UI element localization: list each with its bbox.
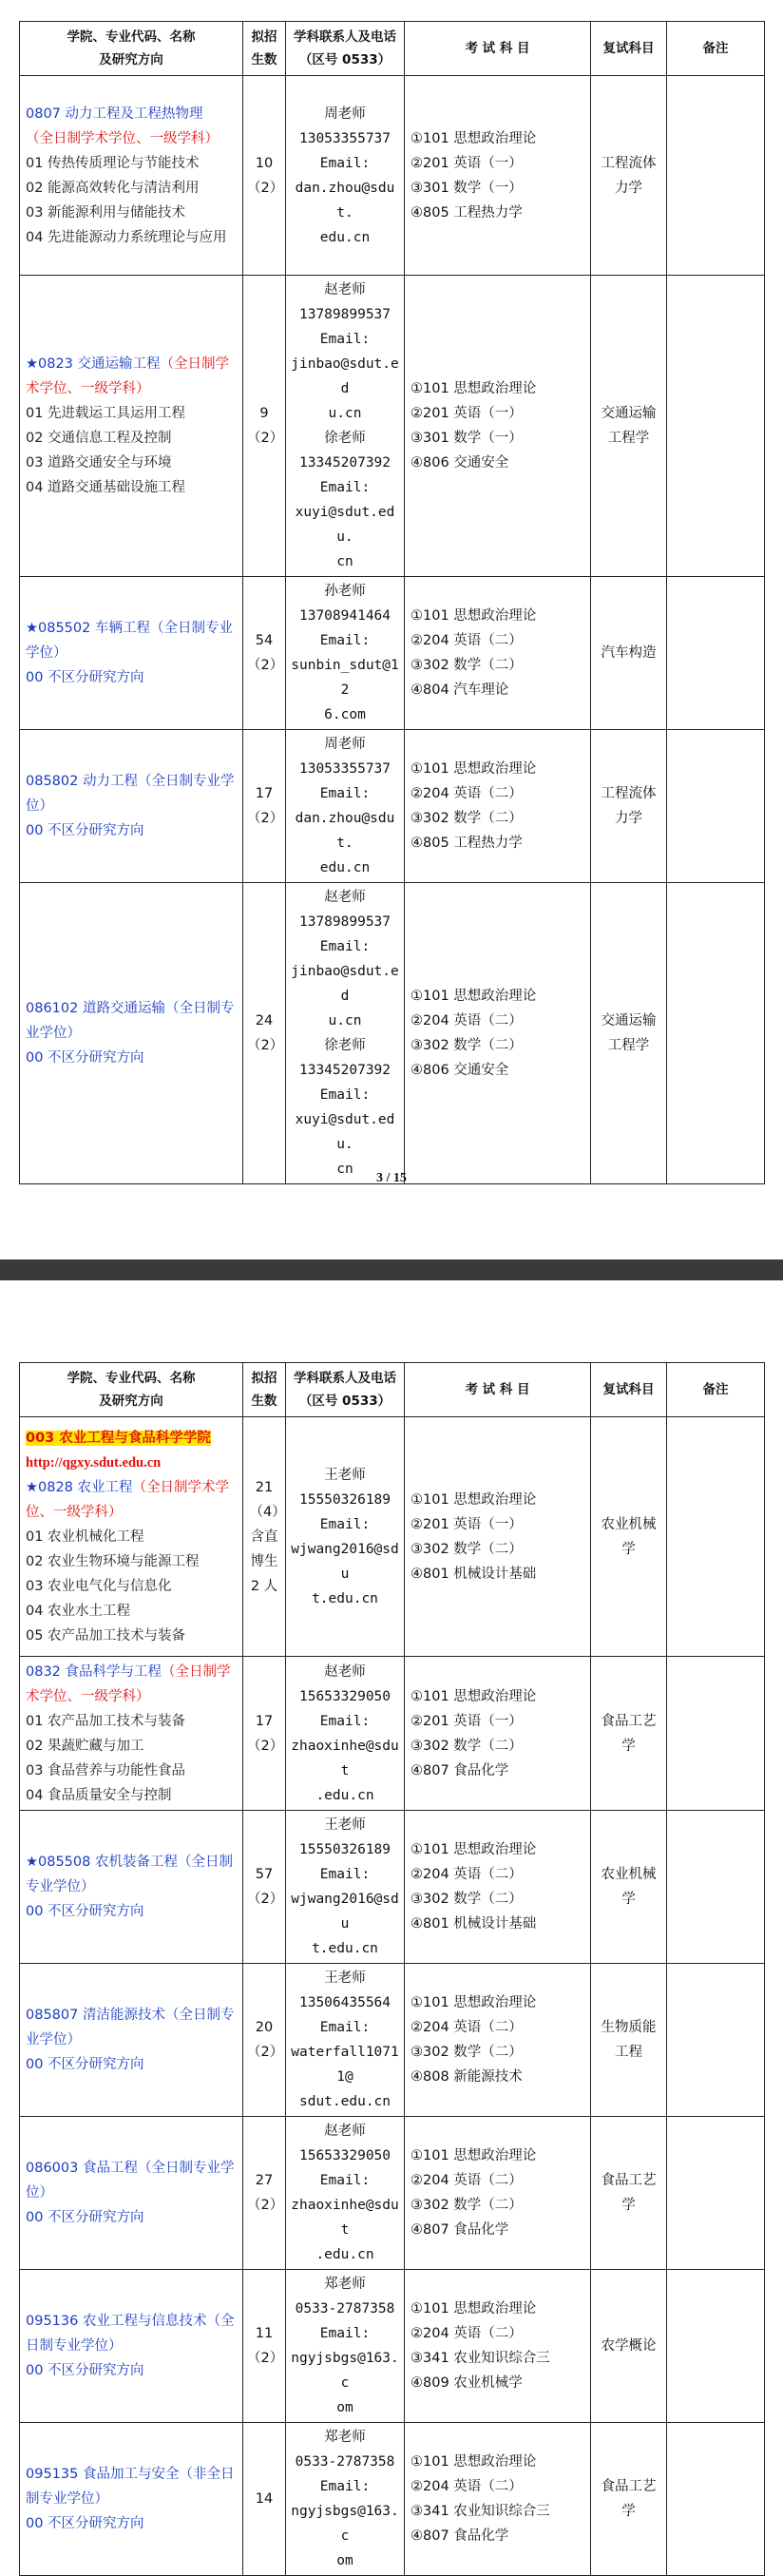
enrollment-count: 24（2）: [243, 883, 286, 1184]
direction: 04 先进能源动力系统理论与应用: [26, 229, 227, 245]
direction: 02 交通信息工程及控制: [26, 431, 172, 446]
exam-subjects: ①101 思想政治理论 ②204 英语（二） ③341 农业知识综合三 ④807 食品化学: [405, 2423, 591, 2576]
enrollment-count: 11（2）: [243, 2270, 286, 2423]
remarks-cell: [667, 276, 765, 577]
contact-cell: 周老师 13053355737 Email: dan.zhou@sdut. edu.cn: [286, 730, 405, 883]
remarks-cell: [667, 2270, 765, 2423]
major-cell: [20, 1811, 243, 1964]
header-remarks: 备注: [667, 1363, 765, 1417]
retest-subject: 农学概论: [591, 2270, 667, 2423]
enrollment-count: 17（2）: [243, 730, 286, 883]
exam-subjects: ①101 思想政治理论 ②201 英语（一） ③301 数学（一） ④806 交通安全: [405, 276, 591, 577]
exam-subjects: ①101 思想政治理论 ②204 英语（二） ③302 数学（二） ④807 食品化学: [405, 2117, 591, 2270]
header-exams: 考 试 科 目: [405, 1363, 591, 1417]
enrollment-count: 57（2）: [243, 1811, 286, 1964]
admissions-table: [19, 21, 765, 1184]
major-name: 085807 清洁能源技术（全日制专业学位）: [26, 2008, 235, 2047]
document-page-4: [0, 1280, 783, 2568]
exam-subjects: ①101 思想政治理论 ②204 英语（二） ③302 数学（二） ④808 新能源技术: [405, 1964, 591, 2117]
retest-subject: 工程流体力学: [591, 76, 667, 276]
table-row: [20, 883, 765, 1184]
retest-subject: 汽车构造: [591, 577, 667, 730]
contact-cell: 周老师 13053355737 Email: dan.zhou@sdut. edu.cn: [286, 76, 405, 276]
retest-subject: 食品工艺学: [591, 1657, 667, 1811]
direction: 05 农产品加工技术与装备: [26, 1627, 186, 1644]
exam-subjects: ①101 思想政治理论 ②204 英语（二） ③302 数学（二） ④805 工程热力学: [405, 730, 591, 883]
remarks-cell: [667, 1811, 765, 1964]
remarks-cell: [667, 1417, 765, 1657]
major-type: （全日制学术学位、一级学科）: [26, 356, 230, 396]
header-contact: 学科联系人及电话 （区号 0533）: [286, 22, 405, 76]
table-row: [20, 1811, 765, 1964]
major-cell: [20, 577, 243, 730]
table-row: [20, 2117, 765, 2270]
retest-subject: 工程流体力学: [591, 730, 667, 883]
direction: 00 不区分研究方向: [26, 1050, 144, 1066]
header-contact: 学科联系人及电话 （区号 0533）: [286, 1363, 405, 1417]
contact-cell: 郑老师 0533-2787358 Email: ngyjsbgs@163.c om: [286, 2270, 405, 2423]
enrollment-count: 54（2）: [243, 577, 286, 730]
enrollment-count: 14: [243, 2423, 286, 2576]
contact-cell: 郑老师 0533-2787358 Email: ngyjsbgs@163.c om: [286, 2423, 405, 2576]
direction: 03 新能源利用与储能技术: [26, 204, 186, 221]
contact-cell: 王老师 15550326189 Email: wjwang2016@sdu t.edu.cn: [286, 1417, 405, 1657]
header-exams: 考 试 科 目: [405, 22, 591, 76]
exam-subjects: ①101 思想政治理论 ②201 英语（一） ③302 数学（二） ④801 机械设计基础: [405, 1417, 591, 1657]
direction: 03 道路交通安全与环境: [26, 455, 172, 471]
major-name: 095136 农业工程与信息技术（全日制专业学位）: [26, 2314, 235, 2354]
major-name: ★085502 车辆工程（全日制专业学位）: [26, 621, 233, 661]
direction: 04 道路交通基础设施工程: [26, 480, 186, 495]
direction: 01 传热传质理论与节能技术: [26, 155, 200, 171]
major-name: ★0823 交通运输工程: [26, 356, 161, 372]
header-count: 拟招 生数: [243, 22, 286, 76]
major-name: ★0828 农业工程: [26, 1479, 133, 1495]
table-row: [20, 2270, 765, 2423]
major-cell: [20, 730, 243, 883]
header-major: 学院、专业代码、名称 及研究方向: [20, 22, 243, 76]
retest-subject: 农业机械学: [591, 1811, 667, 1964]
remarks-cell: [667, 577, 765, 730]
exam-subjects: ①101 思想政治理论 ②204 英语（二） ③302 数学（二） ④801 机械设计基础: [405, 1811, 591, 1964]
remarks-cell: [667, 1964, 765, 2117]
retest-subject: 农业机械学: [591, 1417, 667, 1657]
contact-cell: 赵老师 15653329050 Email: zhaoxinhe@sdut .edu.cn: [286, 2117, 405, 2270]
exam-subjects: ①101 思想政治理论 ②204 英语（二） ③302 数学（二） ④804 汽车理论: [405, 577, 591, 730]
direction: 02 农业生物环境与能源工程: [26, 1553, 200, 1569]
retest-subject: 交通运输工程学: [591, 883, 667, 1184]
direction: 00 不区分研究方向: [26, 2516, 144, 2531]
direction: 01 农产品加工技术与装备: [26, 1713, 186, 1729]
document-page-3: [0, 0, 783, 1259]
major-type: （全日制学术学位、一级学科）: [26, 1479, 230, 1520]
table-header-row: [20, 22, 765, 76]
college-url[interactable]: http://qgxy.sdut.edu.cn: [26, 1454, 162, 1471]
direction: 04 食品质量安全与控制: [26, 1787, 172, 1803]
contact-cell: 王老师 15550326189 Email: wjwang2016@sdu t.edu.cn: [286, 1811, 405, 1964]
major-cell: [20, 276, 243, 577]
direction: 00 不区分研究方向: [26, 823, 144, 838]
major-name: 086003 食品工程（全日制专业学位）: [26, 2161, 235, 2201]
table-header-row: [20, 1363, 765, 1417]
remarks-cell: [667, 76, 765, 276]
major-name: 085802 动力工程（全日制专业学位）: [26, 774, 235, 814]
page-separator: [0, 1259, 783, 1280]
major-cell: [20, 1964, 243, 2117]
direction: 03 农业电气化与信息化: [26, 1578, 172, 1594]
contact-cell: 赵老师 13789899537 Email: jinbao@sdut.ed u.cn 徐老师 13345207392 Email: xuyi@sdut.edu. cn: [286, 883, 405, 1184]
page-number: 3 / 15: [376, 1171, 407, 1185]
table-row: [20, 2423, 765, 2576]
header-retest: 复试科目: [591, 1363, 667, 1417]
table-row: [20, 1964, 765, 2117]
table-row: [20, 276, 765, 577]
major-type: （全日制学术学位、一级学科）: [26, 1663, 231, 1704]
major-type: （全日制学术学位、一级学科）: [26, 130, 219, 146]
admissions-table: [19, 1362, 765, 2576]
direction: 00 不区分研究方向: [26, 670, 144, 685]
retest-subject: 交通运输工程学: [591, 276, 667, 577]
exam-subjects: ①101 思想政治理论 ②204 英语（二） ③302 数学（二） ④806 交通安全: [405, 883, 591, 1184]
contact-cell: 王老师 13506435564 Email: waterfall10711@ sdut.edu.cn: [286, 1964, 405, 2117]
table-row: [20, 1657, 765, 1811]
major-cell: [20, 1657, 243, 1811]
contact-cell: 赵老师 15653329050 Email: zhaoxinhe@sdut .edu.cn: [286, 1657, 405, 1811]
major-cell: [20, 76, 243, 276]
table-row: [20, 577, 765, 730]
direction: 02 果蔬贮藏与加工: [26, 1738, 144, 1754]
contact-cell: 孙老师 13708941464 Email: sunbin_sdut@12 6.com: [286, 577, 405, 730]
major-cell: [20, 883, 243, 1184]
direction: 02 能源高效转化与清洁利用: [26, 180, 200, 196]
header-count: 拟招 生数: [243, 1363, 286, 1417]
direction: 00 不区分研究方向: [26, 2210, 144, 2225]
enrollment-count: 10（2）: [243, 76, 286, 276]
major-cell: [20, 2270, 243, 2423]
retest-subject: 食品工艺学: [591, 2117, 667, 2270]
direction: 03 食品营养与功能性食品: [26, 1762, 186, 1778]
major-cell: [20, 2423, 243, 2576]
college-name: 003 农业工程与食品科学学院: [26, 1430, 211, 1446]
major-cell: [20, 2117, 243, 2270]
enrollment-count: 9（2）: [243, 276, 286, 577]
direction: 01 先进载运工具运用工程: [26, 406, 186, 421]
retest-subject: 生物质能工程: [591, 1964, 667, 2117]
table-row: [20, 730, 765, 883]
header-retest: 复试科目: [591, 22, 667, 76]
major-name: 0832 食品科学与工程: [26, 1663, 162, 1680]
direction: 01 农业机械化工程: [26, 1528, 144, 1545]
direction: 04 农业水土工程: [26, 1603, 131, 1619]
remarks-cell: [667, 1657, 765, 1811]
exam-subjects: ①101 思想政治理论 ②201 英语（一） ③301 数学（一） ④805 工程热力学: [405, 76, 591, 276]
retest-subject: 食品工艺学: [591, 2423, 667, 2576]
major-cell: [20, 1417, 243, 1657]
table-row: [20, 76, 765, 276]
direction: 00 不区分研究方向: [26, 1904, 144, 1919]
remarks-cell: [667, 883, 765, 1184]
remarks-cell: [667, 730, 765, 883]
remarks-cell: [667, 2117, 765, 2270]
major-name: 086102 道路交通运输（全日制专业学位）: [26, 1001, 235, 1041]
table-row: [20, 1417, 765, 1657]
enrollment-count: 21（4）含直博生 2 人: [243, 1417, 286, 1657]
major-name: ★085508 农机装备工程（全日制专业学位）: [26, 1855, 233, 1894]
enrollment-count: 17（2）: [243, 1657, 286, 1811]
enrollment-count: 27（2）: [243, 2117, 286, 2270]
enrollment-count: 20（2）: [243, 1964, 286, 2117]
major-name: 095135 食品加工与安全（非全日制专业学位）: [26, 2467, 235, 2507]
major-name: 0807 动力工程及工程热物理: [26, 106, 203, 122]
direction: 00 不区分研究方向: [26, 2363, 144, 2378]
exam-subjects: ①101 思想政治理论 ②204 英语（二） ③341 农业知识综合三 ④809 农业机械学: [405, 2270, 591, 2423]
header-remarks: 备注: [667, 22, 765, 76]
exam-subjects: ①101 思想政治理论 ②201 英语（一） ③302 数学（二） ④807 食品化学: [405, 1657, 591, 1811]
header-major: 学院、专业代码、名称 及研究方向: [20, 1363, 243, 1417]
remarks-cell: [667, 2423, 765, 2576]
contact-cell: 赵老师 13789899537 Email: jinbao@sdut.ed u.cn 徐老师 13345207392 Email: xuyi@sdut.edu. cn: [286, 276, 405, 577]
direction: 00 不区分研究方向: [26, 2057, 144, 2072]
